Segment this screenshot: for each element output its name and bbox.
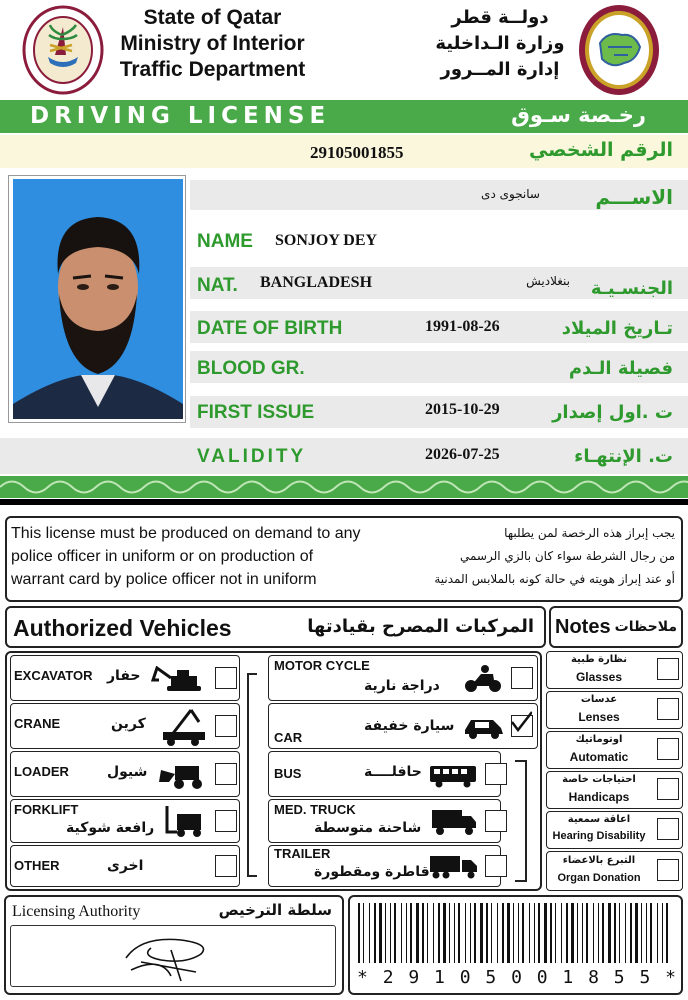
licensing-label-en: Licensing Authority: [12, 903, 141, 920]
checkbox-trailer[interactable]: [485, 855, 507, 877]
barcode-bar: [598, 903, 599, 963]
note-row: [546, 851, 683, 891]
checkbox-hearing[interactable]: [657, 818, 679, 840]
dob-label-ar: تـاريخ الميلاد: [561, 318, 673, 339]
header-ar-line2: وزارة الـداخلية: [435, 33, 565, 54]
truck-icon: [431, 808, 477, 841]
barcode-bar: [491, 903, 492, 963]
barcode-bar: [443, 903, 446, 963]
motorcycle-icon: [463, 664, 503, 699]
vehicle-label-ar: اخرى: [107, 858, 144, 874]
header-ar-line1: دولــة قطر: [451, 7, 549, 28]
gcc-emblem-icon: [578, 3, 660, 97]
barcode-bar: [507, 903, 510, 963]
barcode-bar: [394, 903, 396, 963]
barcode-bar: [561, 903, 562, 963]
barcode-text: * 2 9 1 0 5 0 0 1 8 5 5 *: [357, 967, 678, 988]
barcode-bar: [544, 903, 547, 963]
notes-column: [546, 651, 683, 891]
vehicle-label-en: EXCAVATOR: [14, 668, 93, 683]
vehicle-label-en: LOADER: [14, 764, 69, 779]
first-issue-label-ar: ت .اول إصدار: [552, 402, 673, 423]
name-value: SONJOY DEY: [275, 232, 378, 249]
vehicle-label-ar: شيول: [107, 764, 148, 780]
forklift-icon: [163, 804, 209, 843]
notice-ar-line2: من رجال الشرطة سواء كان بالزي الرسمي: [459, 549, 675, 563]
crane-icon: [161, 708, 209, 751]
barcode-bar: [401, 903, 402, 963]
note-row: [546, 771, 683, 809]
first-issue-value: 2015-10-29: [425, 401, 500, 418]
note-label-ar: التبرع بالاعضاء: [562, 855, 636, 866]
barcode-bar: [608, 903, 611, 963]
checkbox-handicaps[interactable]: [657, 778, 679, 800]
barcode-bar: [625, 903, 626, 963]
barcode-bar: [369, 903, 370, 963]
barcode-bar: [410, 903, 412, 963]
personal-number: 29105001855: [310, 143, 404, 162]
authorized-title-ar: المركبات المصرح بقيادتها: [307, 616, 534, 637]
name-label-ar: الاســـم: [595, 185, 673, 209]
dob-value: 1991-08-26: [425, 318, 500, 335]
barcode-bar: [486, 903, 488, 963]
vehicle-label-ar: دراجة نارية: [364, 678, 440, 694]
validity-value: 2026-07-25: [425, 446, 500, 463]
barcode-bar: [586, 903, 588, 963]
header-en-line1: State of Qatar: [143, 6, 282, 29]
vehicle-row-med-truck: [268, 799, 501, 843]
barcode-bar: [614, 903, 616, 963]
note-label-ar: نظارة طبية: [570, 654, 628, 665]
notice-ar: [385, 522, 675, 591]
barcode-bar: [390, 903, 391, 963]
vehicle-row-car: [268, 703, 538, 749]
vehicle-label-ar: حافلــــة: [364, 764, 422, 780]
vehicle-row-crane: [10, 703, 240, 749]
barcode-bar: [449, 903, 450, 963]
note-row: [546, 811, 683, 849]
header-ar: [425, 5, 575, 83]
notice-en-line1: This license must be produced on demand to any: [11, 525, 361, 542]
barcode-bar: [379, 903, 382, 963]
title-bar: [0, 100, 688, 133]
dob-label-en: DATE OF BIRTH: [197, 318, 343, 339]
barcode-bar: [470, 903, 471, 963]
checkbox-lenses[interactable]: [657, 698, 679, 720]
vehicle-row-other: [10, 845, 240, 887]
vehicle-label-en: FORKLIFT: [14, 802, 79, 817]
checkbox-crane[interactable]: [215, 715, 237, 737]
car-icon: [463, 716, 505, 745]
vehicle-label-en: MED. TRUCK: [274, 802, 356, 817]
vehicle-row-loader: [10, 751, 240, 797]
barcode-bar: [422, 903, 424, 963]
vehicle-label-en: OTHER: [14, 858, 60, 873]
vehicles-mid-column: [268, 655, 538, 887]
licensing-box: [4, 895, 344, 995]
nat-value: BANGLADESH: [260, 274, 373, 291]
barcode-box: [348, 895, 683, 995]
barcode-bar: [406, 903, 407, 963]
checkbox-automatic[interactable]: [657, 738, 679, 760]
bottom-ornament: [0, 476, 688, 498]
vehicle-label-ar: شاحنة متوسطة: [314, 820, 422, 836]
barcode-bar: [518, 903, 519, 963]
header-ar-line3: إدارة المــرور: [440, 59, 560, 80]
note-row: [546, 731, 683, 769]
barcode-bar: [416, 903, 419, 963]
barcode-bar: [385, 903, 386, 963]
note-label-en: Handicaps: [568, 790, 630, 804]
notice-ar-line1: يجب إبراز هذه الرخصة لمن يطلبها: [504, 526, 675, 540]
title-ar: رخـصة سـوق: [511, 103, 646, 127]
barcode-bar: [635, 903, 638, 963]
checkbox-organ-donation[interactable]: [657, 859, 679, 881]
trailer-icon: [429, 854, 479, 885]
vehicle-label-en: CRANE: [14, 716, 61, 731]
name-value-ar: سانجوى دى: [481, 187, 540, 201]
vehicle-label-en: BUS: [274, 766, 302, 781]
barcode-bar: [502, 903, 504, 963]
note-label-en: Automatic: [569, 750, 629, 764]
barcode-bar: [433, 903, 434, 963]
checkbox-car[interactable]: [511, 715, 533, 737]
note-label-en: Lenses: [578, 710, 620, 724]
bracket-right: [515, 760, 527, 882]
barcode-bar: [619, 903, 620, 963]
notice-en-line2: police officer in uniform or on production of: [11, 548, 314, 565]
vehicle-label-ar: سيارة خفيفة: [364, 718, 455, 734]
barcode-bar: [646, 903, 647, 963]
authorized-header: [5, 606, 546, 648]
header-en-line3: Traffic Department: [119, 58, 306, 81]
blood-label-en: BLOOD GR.: [197, 358, 305, 379]
loader-icon: [157, 760, 211, 795]
name-label-en: NAME: [197, 231, 253, 252]
holder-photo: [8, 175, 186, 423]
barcode-bar: [454, 903, 455, 963]
barcode-bar: [593, 903, 594, 963]
header-en-line2: Ministry of Interior: [120, 32, 305, 55]
note-label-en: Hearing Disability: [552, 830, 646, 842]
validity-label-ar: ت. الإنتهـاء: [574, 446, 673, 467]
barcode-bar: [555, 903, 556, 963]
barcode-bar: [363, 903, 364, 963]
vehicle-label-ar: حفار: [107, 668, 141, 684]
note-row: [546, 691, 683, 729]
validity-label-en: VALIDITY: [197, 446, 307, 467]
barcode-bar: [458, 903, 460, 963]
vehicle-row-forklift: [10, 799, 240, 843]
notes-title-ar: ملاحظات: [614, 619, 677, 635]
checkbox-forklift[interactable]: [215, 810, 237, 832]
vehicle-label-en: TRAILER: [274, 846, 331, 861]
vehicle-label-ar: كرين: [111, 716, 146, 732]
barcode-bar: [641, 903, 642, 963]
notice-en: [11, 522, 401, 591]
barcode-bar: [657, 903, 658, 963]
note-row: [546, 651, 683, 689]
barcode-bar: [538, 903, 540, 963]
barcode-bar: [582, 903, 583, 963]
note-label-ar: عدسات: [580, 694, 618, 705]
bus-icon: [429, 764, 477, 793]
barcode-bar: [534, 903, 535, 963]
barcode-bar: [566, 903, 568, 963]
vehicle-label-en: CAR: [274, 730, 303, 745]
signature-area: [10, 925, 336, 987]
barcode-bar: [666, 903, 668, 963]
barcode-bar: [374, 903, 376, 963]
barcode-bar: [497, 903, 498, 963]
note-label-en: Glasses: [575, 670, 623, 684]
barcode-bar: [662, 903, 663, 963]
barcode-bar: [577, 903, 578, 963]
checkbox-loader[interactable]: [215, 763, 237, 785]
checkbox-med-truck[interactable]: [485, 810, 507, 832]
licensing-label-ar: سلطة الترخيص: [218, 901, 332, 919]
barcode-bar: [438, 903, 440, 963]
notes-title-en: Notes: [555, 616, 611, 638]
note-label-ar: احتياجات خاصة: [562, 774, 636, 785]
barcode-bar: [474, 903, 476, 963]
barcode-bar: [513, 903, 514, 963]
barcode-bar: [571, 903, 574, 963]
barcode-bar: [630, 903, 632, 963]
vehicle-row-excavator: [10, 655, 240, 701]
checkbox-bus[interactable]: [485, 763, 507, 785]
excavator-icon: [151, 666, 211, 697]
note-label-ar: اعاقة سمعية: [567, 814, 631, 825]
personal-number-label-ar: الرقم الشخصي: [528, 139, 673, 161]
license-back: [0, 505, 688, 1000]
barcode-icon: [356, 903, 676, 963]
nat-label-en: NAT.: [197, 275, 238, 296]
first-issue-label-en: FIRST ISSUE: [197, 402, 315, 423]
vehicle-label-ar: قاطرة ومقطورة: [314, 864, 430, 880]
vehicle-label-en: MOTOR CYCLE: [274, 658, 370, 673]
qatar-emblem-icon: [22, 5, 104, 95]
header-en: [105, 5, 320, 83]
note-label-ar: اوتوماتيك: [575, 734, 623, 745]
barcode-bar: [522, 903, 524, 963]
title-en: DRIVING LICENSE: [30, 103, 331, 129]
barcode-bar: [465, 903, 466, 963]
vehicles-left-column: [10, 655, 240, 887]
barcode-bar: [480, 903, 483, 963]
barcode-bar: [358, 903, 360, 963]
checkbox-excavator[interactable]: [215, 667, 237, 689]
vehicle-row-bus: [268, 751, 501, 797]
bracket-left: [247, 673, 257, 877]
barcode-bar: [427, 903, 428, 963]
barcode-bar: [529, 903, 530, 963]
notice-en-line3: warrant card by police officer not in uniform: [11, 571, 317, 588]
barcode-bar: [550, 903, 552, 963]
signature-icon: [11, 926, 331, 984]
personal-number-row: [0, 135, 688, 168]
checkbox-glasses[interactable]: [657, 658, 679, 680]
barcode-bar: [650, 903, 652, 963]
barcode-bar: [602, 903, 604, 963]
checkbox-motorcycle[interactable]: [511, 667, 533, 689]
nat-value-ar: بنغلاديش: [526, 274, 570, 288]
notice-ar-line3: أو عند إبراز هويته في حالة كونه بالملابس المدنية: [434, 572, 675, 586]
checkbox-other[interactable]: [215, 855, 237, 877]
vehicle-label-ar: رافعة شوكية: [66, 820, 155, 836]
note-label-en: Organ Donation: [557, 872, 641, 884]
nat-label-ar: الجنسـيـة: [590, 278, 673, 299]
blood-label-ar: فصيلة الـدم: [568, 358, 673, 379]
authorized-title-en: Authorized Vehicles: [13, 615, 232, 641]
notes-header: [549, 606, 683, 648]
vehicle-row-motorcycle: [268, 655, 538, 701]
vehicle-row-trailer: [268, 845, 501, 887]
notice-box: [5, 516, 683, 602]
